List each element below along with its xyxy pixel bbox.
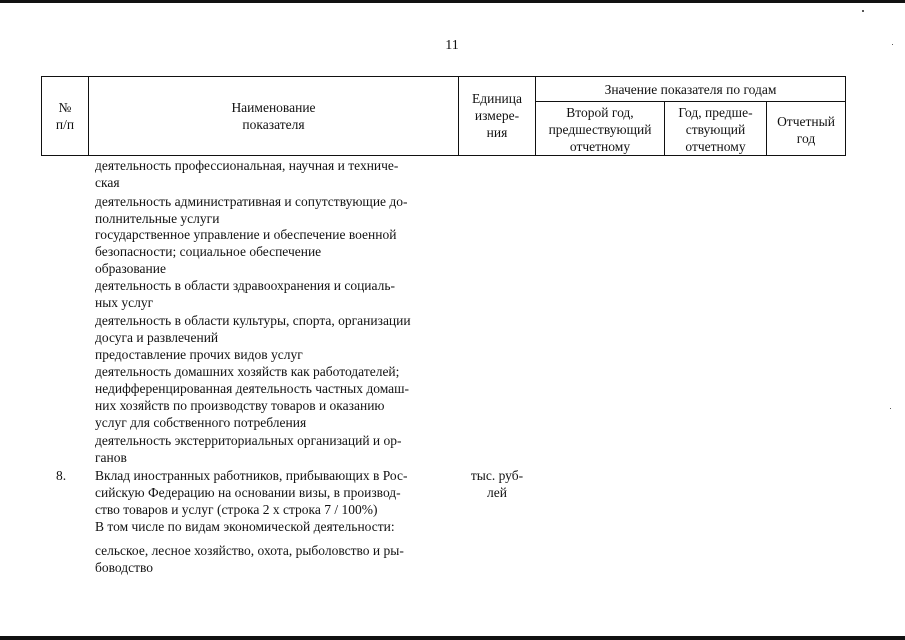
- header-values-title: Значение показателя по годам: [604, 82, 777, 97]
- subheading: В том числе по видам экономической деятельности:: [95, 519, 395, 534]
- header-col-report-year: Отчетный год: [777, 114, 835, 146]
- header-top-border: [41, 76, 846, 77]
- scan-top-edge: [0, 0, 905, 3]
- list-item: образование: [95, 261, 166, 276]
- list-item: деятельность в области культуры, спорта, организации досуга и развлечений: [95, 313, 411, 345]
- header-sub-border: [535, 101, 846, 102]
- header-col-second-year: Второй год, предшествующий отчетному: [548, 105, 652, 154]
- header-bottom-border: [41, 155, 846, 156]
- scan-bottom-edge: [0, 636, 905, 640]
- header-col-prior-year: Год, предше- ствующий отчетному: [678, 105, 753, 154]
- scan-speck: [890, 408, 891, 409]
- list-item: деятельность экстерриториальных организаций и ор- ганов: [95, 433, 402, 465]
- list-item: сельское, лесное хозяйство, охота, рыболовство и ры- боводство: [95, 543, 404, 575]
- header-col-number: № п/п: [55, 100, 75, 132]
- list-item: деятельность домашних хозяйств как работодателей; недифференцированная деятельность частных домаш- них хозяйств по производству товаров и оказанию услуг для собственного потребления: [95, 364, 410, 430]
- header-border-right: [845, 76, 846, 156]
- header-col-name: Наименование показателя: [231, 100, 316, 132]
- list-item: предоставление прочих видов услуг: [95, 347, 303, 362]
- indicator-name: Вклад иностранных работников, прибывающих в Рос- сийскую Федерацию на основании визы, в производ- ство товаров и услуг (строка 2 х строка 7 / 100%): [95, 468, 408, 517]
- row-number: 8.: [56, 468, 67, 483]
- list-item: деятельность административная и сопутствующие до- полнительные услуги: [95, 194, 408, 226]
- list-item: деятельность в области здравоохранения и социаль- ных услуг: [95, 278, 396, 310]
- list-item: государственное управление и обеспечение военной безопасности; социальное обеспечение: [95, 227, 397, 259]
- page-number: 11: [445, 38, 459, 53]
- list-item: деятельность профессиональная, научная и техниче- ская: [95, 158, 399, 190]
- header-col-unit: Единица измере- ния: [471, 91, 522, 140]
- measurement-unit: тыс. руб- лей: [470, 468, 524, 500]
- scan-speck: [892, 44, 893, 45]
- scan-speck: [862, 10, 864, 12]
